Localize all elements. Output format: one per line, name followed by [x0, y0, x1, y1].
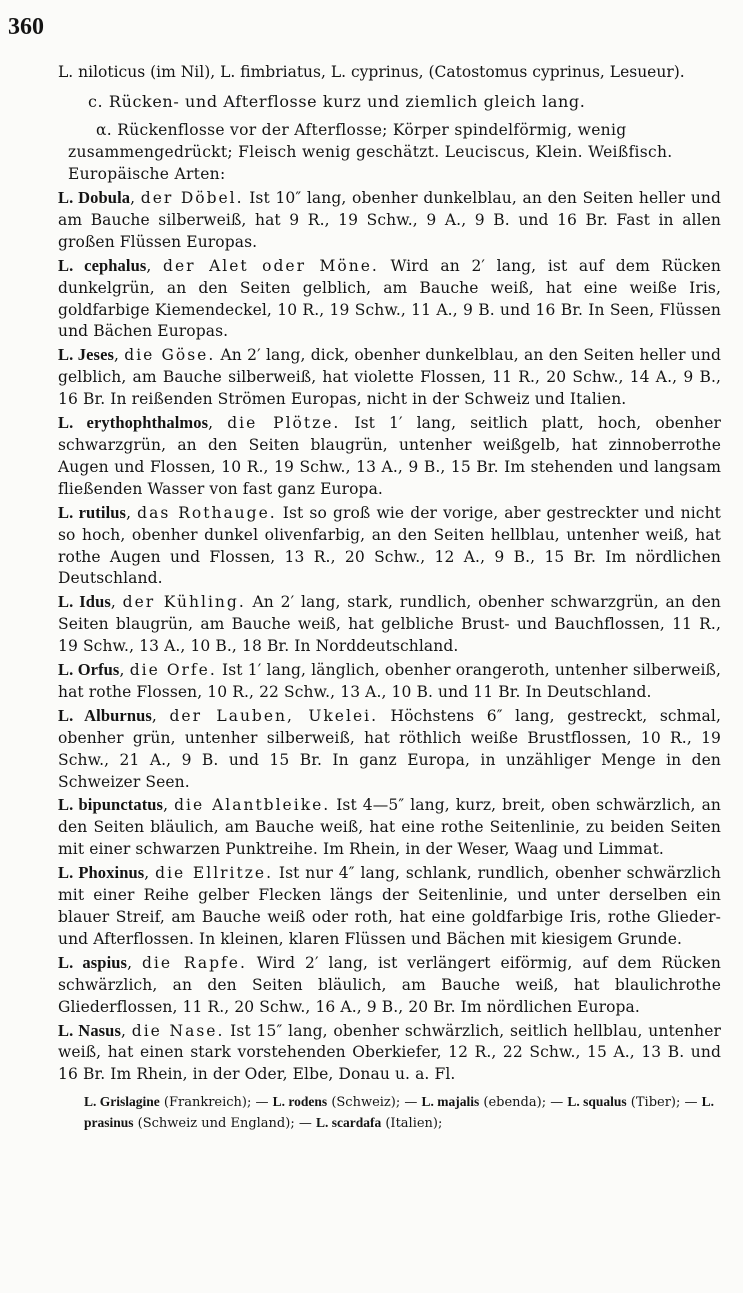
species-description: Ist so groß wie der vorige, aber gestreckter und nicht so hoch, obenher dunkel olivenfarbig, an den Seiten hellblau, untenher weiß, hat rothe Augen und Flossen, 13 R., 20 Schw., 12 A., 9 B., 15 Br. Im nördlichen Deutschland.: [58, 503, 721, 588]
species-entry: L. Nasus, die Nase. Ist 15″ lang, obenher schwärzlich, seitlich hellblau, untenher weiß, hat einen stark vorstehenden Oberkiefer, 12 R., 22 Schw., 15 A., 13 B. und 16 Br. Im Rhein, in der Oder, Elbe, Donau u. a. Fl.: [58, 1020, 722, 1084]
page-number: 360: [8, 14, 44, 40]
species-list: [58, 187, 721, 1086]
species-description: An 2′ lang, stark, rundlich, obenher schwarzgrün, an den Seiten blaugrün, am Bauche weiß, hat gelbliche Brust- und Bauchflossen, 11 R., 19 Schw., 13 A., 10 B., 18 Br. In Norddeutschland.: [58, 593, 722, 656]
species-description: Ist 1′ lang, seitlich platt, hoch, obenher schwarzgrün, an den Seiten blaugrün, untenher weißgelb, hat zinnoberrothe Augen und Flossen, 10 R., 19 Schw., 13 A., 9 B., 15 Br. Im stehenden und langsam fließenden Wasser von fast ganz Europa.: [58, 414, 721, 498]
species-description: Ist 1′ lang, länglich, obenher orangeroth, untenher silberweiß, hat rothe Flossen, 10 R., 22 Schw., 13 A., 10 B. und 11 Br. In Deutschland.: [58, 661, 722, 701]
species-latin-name: L. Orfus: [58, 660, 120, 680]
footer-species-latin: L. scardafa: [315, 1115, 382, 1131]
species-entry: L. Orfus, die Orfe. Ist 1′ lang, länglich, obenher orangeroth, untenher silberweiß, hat rothe Flossen, 10 R., 22 Schw., 13 A., 10 B. und 11 Br. In Deutschland.: [58, 660, 722, 701]
section-heading-alpha: α. Rückenflosse vor der Afterflosse; Körper spindelförmig, wenig zusammengedrückt; Fleisch wenig geschätzt. Leuciscus, Klein. Weißfisch. Europäische Arten:: [68, 121, 673, 183]
species-description: Ist 15″ lang, obenher schwärzlich, seitlich hellblau, untenher weiß, hat einen stark vorstehenden Oberkiefer, 12 R., 22 Schw., 15 A., 13 B. und 16 Br. Im Rhein, in der Oder, Elbe, Donau u. a. Fl.: [58, 1021, 722, 1084]
species-common-name: der Lauben, Ukelei.: [169, 706, 378, 725]
footer-species-item: [316, 1116, 442, 1131]
species-common-name: der Döbel.: [140, 189, 244, 207]
species-latin-name: L. Jeses: [58, 345, 115, 365]
footer-species-note: (Italien);: [385, 1116, 443, 1132]
species-common-name: der Kühling.: [122, 593, 246, 612]
species-entry: L. aspius, die Rapfe. Wird 2′ lang, ist verlängert eiförmig, auf dem Rücken schwärzlich, an den Seiten bläulich, am Bauche weiß, hat blaulichrothe Gliederflossen, 11 R., 20 Schw., 16 A., 9 B., 20 Br. Im nördlichen Europa.: [58, 952, 722, 1016]
species-common-name: das Rothauge.: [137, 503, 277, 522]
species-entry: L. Jeses, die Göse. An 2′ lang, dick, obenher dunkelblau, an den Seiten heller und gelblich, am Bauche silberweiß, hat violette Flossen, 11 R., 20 Schw., 14 A., 9 B., 16 Br. In reißenden Strömen Europas, nicht in der Schweiz und Italien.: [58, 345, 722, 409]
footer-species-latin: L. majalis: [421, 1094, 480, 1110]
footer-species-latin: L. prasinus: [84, 1094, 715, 1131]
species-entry: L. erythophthalmos, die Plötze. Ist 1′ lang, seitlich platt, hoch, obenher schwarzgrün, an den Seiten blaugrün, untenher weißgelb, hat zinnoberrothe Augen und Flossen, 10 R., 19 Schw., 13 A., 9 B., 15 Br. Im stehenden und langsam fließenden Wasser von fast ganz Europa.: [58, 413, 721, 498]
species-latin-name: L. Idus: [58, 592, 111, 612]
section-heading-c: c. Rücken- und Afterflosse kurz und ziemlich gleich lang.: [88, 92, 586, 111]
species-common-name: die Nase.: [131, 1021, 225, 1040]
species-common-name: die Rapfe.: [142, 953, 247, 972]
species-common-name: die Ellritze.: [155, 864, 274, 883]
footer-species-note: (Tiber);: [630, 1095, 681, 1111]
species-common-name: der Alet oder Möne.: [163, 256, 379, 275]
species-entry: L. Phoxinus, die Ellritze. Ist nur 4″ lang, schlank, rundlich, obenher schwärzlich mit einer Reihe gelber Flecken längs der Seitenlinie, und unter derselben ein blauer Streif, am Bauche weiß oder roth, hat eine goldfarbige Iris, rothe Glieder- und Afterflossen. In kleinen, klaren Flüssen und Bächen mit kiesigem Grunde.: [58, 863, 721, 948]
footer-species-note: (Schweiz und England);: [137, 1116, 295, 1132]
footer-species-item: [422, 1095, 547, 1110]
footer-species-list: L. Grislagine (Frankreich); — L. rodens (Schweiz); — L. majalis (ebenda); — L. squalus (Tiber); — L. prasinus (Schweiz und England); — L. scardafa (Italien);: [84, 1094, 715, 1132]
species-description: Ist 4—5″ lang, kurz, breit, oben schwärzlich, an den Seiten bläulich, am Bauche weiß, hat eine rothe Seitenlinie, zu beiden Seiten mit einer schwarzen Punktreihe. Im Rhein, in der Weser, Waag und Limmat.: [58, 796, 721, 859]
species-common-name: die Alantbleike.: [174, 796, 331, 815]
species-latin-name: L. aspius: [58, 952, 128, 972]
species-latin-name: L. rutilus: [58, 502, 127, 522]
species-latin-name: L. Phoxinus: [58, 863, 145, 883]
footer-species-item: [84, 1095, 251, 1110]
footer-species-latin: L. rodens: [272, 1094, 328, 1110]
species-entry: L. bipunctatus, die Alantbleike. Ist 4—5″ lang, kurz, breit, oben schwärzlich, an den Seiten bläulich, am Bauche weiß, hat eine rothe Seitenlinie, zu beiden Seiten mit einer schwarzen Punktreihe. Im Rhein, in der Weser, Waag und Limmat.: [58, 795, 721, 859]
species-latin-name: L. erythophthalmos: [58, 413, 209, 433]
species-latin-name: L. Alburnus: [58, 705, 152, 725]
footer-species-item: [273, 1095, 401, 1110]
footer-species-note: (Schweiz);: [331, 1095, 401, 1111]
species-description: Ist nur 4″ lang, schlank, rundlich, obenher schwärzlich mit einer Reihe gelber Flecken längs der Seitenlinie, und unter derselben ein blauer Streif, am Bauche weiß oder roth, hat eine goldfarbige Iris, rothe Glieder- und Afterflossen. In kleinen, klaren Flüssen und Bächen mit kiesigem Grunde.: [58, 864, 721, 948]
species-entry: L. Idus, der Kühling. An 2′ lang, stark, rundlich, obenher schwarzgrün, an den Seiten blaugrün, am Bauche weiß, hat gelbliche Brust- und Bauchflossen, 11 R., 19 Schw., 13 A., 10 B., 18 Br. In Norddeutschland.: [58, 592, 722, 656]
intro-paragraph: L. niloticus (im Nil), L. fimbriatus, L. cyprinus, (Catostomus cyprinus, Lesueur).: [58, 63, 685, 81]
footer-species-note: (Frankreich);: [163, 1095, 252, 1111]
species-common-name: die Göse.: [124, 346, 216, 365]
footer-species-note: (ebenda);: [483, 1095, 547, 1111]
footer-species-latin: L. Grislagine: [84, 1094, 160, 1110]
species-latin-name: L. Nasus: [58, 1020, 121, 1040]
species-latin-name: L. Dobula: [58, 188, 131, 207]
species-description: An 2′ lang, dick, obenher dunkelblau, an den Seiten heller und gelblich, am Bauche silberweiß, hat violette Flossen, 11 R., 20 Schw., 14 A., 9 B., 16 Br. In reißenden Strömen Europas, nicht in der Schweiz und Italien.: [58, 346, 722, 409]
species-description: Wird 2′ lang, ist verlängert eiförmig, auf dem Rücken schwärzlich, an den Seiten bläulich, am Bauche weiß, hat blaulichrothe Gliederflossen, 11 R., 20 Schw., 16 A., 9 B., 20 Br. Im nördlichen Europa.: [58, 953, 722, 1016]
species-common-name: die Plötze.: [227, 414, 341, 433]
footer-species-item: [567, 1095, 680, 1110]
species-latin-name: L. cephalus: [58, 255, 147, 275]
footer-species-latin: L. squalus: [567, 1094, 627, 1110]
species-entry: L. Dobula, der Döbel. Ist 10″ lang, obenher dunkelblau, an den Seiten heller und am Bauche silberweiß, hat 9 R., 19 Schw., 9 A., 9 B. und 16 Br. Fast in allen großen Flüssen Europas.: [58, 188, 722, 251]
species-latin-name: L. bipunctatus: [58, 795, 164, 815]
species-description: Ist 10″ lang, obenher dunkelblau, an den Seiten heller und am Bauche silberweiß, hat 9 R., 19 Schw., 9 A., 9 B. und 16 Br. Fast in allen großen Flüssen Europas.: [58, 189, 722, 251]
species-description: Höchstens 6″ lang, gestreckt, schmal, obenher grün, untenher silberweiß, hat röthlich weiße Brustflossen, 10 R., 19 Schw., 21 A., 9 B. und 15 Br. In ganz Europa, in unzähliger Menge in den Schweizer Seen.: [58, 706, 721, 791]
species-description: Wird an 2′ lang, ist auf dem Rücken dunkelgrün, an den Seiten gelblich, am Bauche weiß, hat eine weiße Iris, goldfarbige Kiemendeckel, 10 R., 19 Schw., 11 A., 9 B. und 16 Br. In Seen, Flüssen und Bächen Europas.: [58, 256, 721, 341]
species-entry: L. Alburnus, der Lauben, Ukelei. Höchstens 6″ lang, gestreckt, schmal, obenher grün, untenher silberweiß, hat röthlich weiße Brustflossen, 10 R., 19 Schw., 21 A., 9 B. und 15 Br. In ganz Europa, in unzähliger Menge in den Schweizer Seen.: [58, 705, 721, 791]
species-entry: L. cephalus, der Alet oder Möne. Wird an 2′ lang, ist auf dem Rücken dunkelgrün, an den Seiten gelblich, am Bauche weiß, hat eine weiße Iris, goldfarbige Kiemendeckel, 10 R., 19 Schw., 11 A., 9 B. und 16 Br. In Seen, Flüssen und Bächen Europas.: [58, 255, 721, 341]
species-common-name: die Orfe.: [129, 661, 217, 680]
species-entry: L. rutilus, das Rothauge. Ist so groß wie der vorige, aber gestreckter und nicht so hoch, obenher dunkel olivenfarbig, an den Seiten hellblau, untenher weiß, hat rothe Augen und Flossen, 13 R., 20 Schw., 12 A., 9 B., 15 Br. Im nördlichen Deutschland.: [58, 502, 721, 588]
